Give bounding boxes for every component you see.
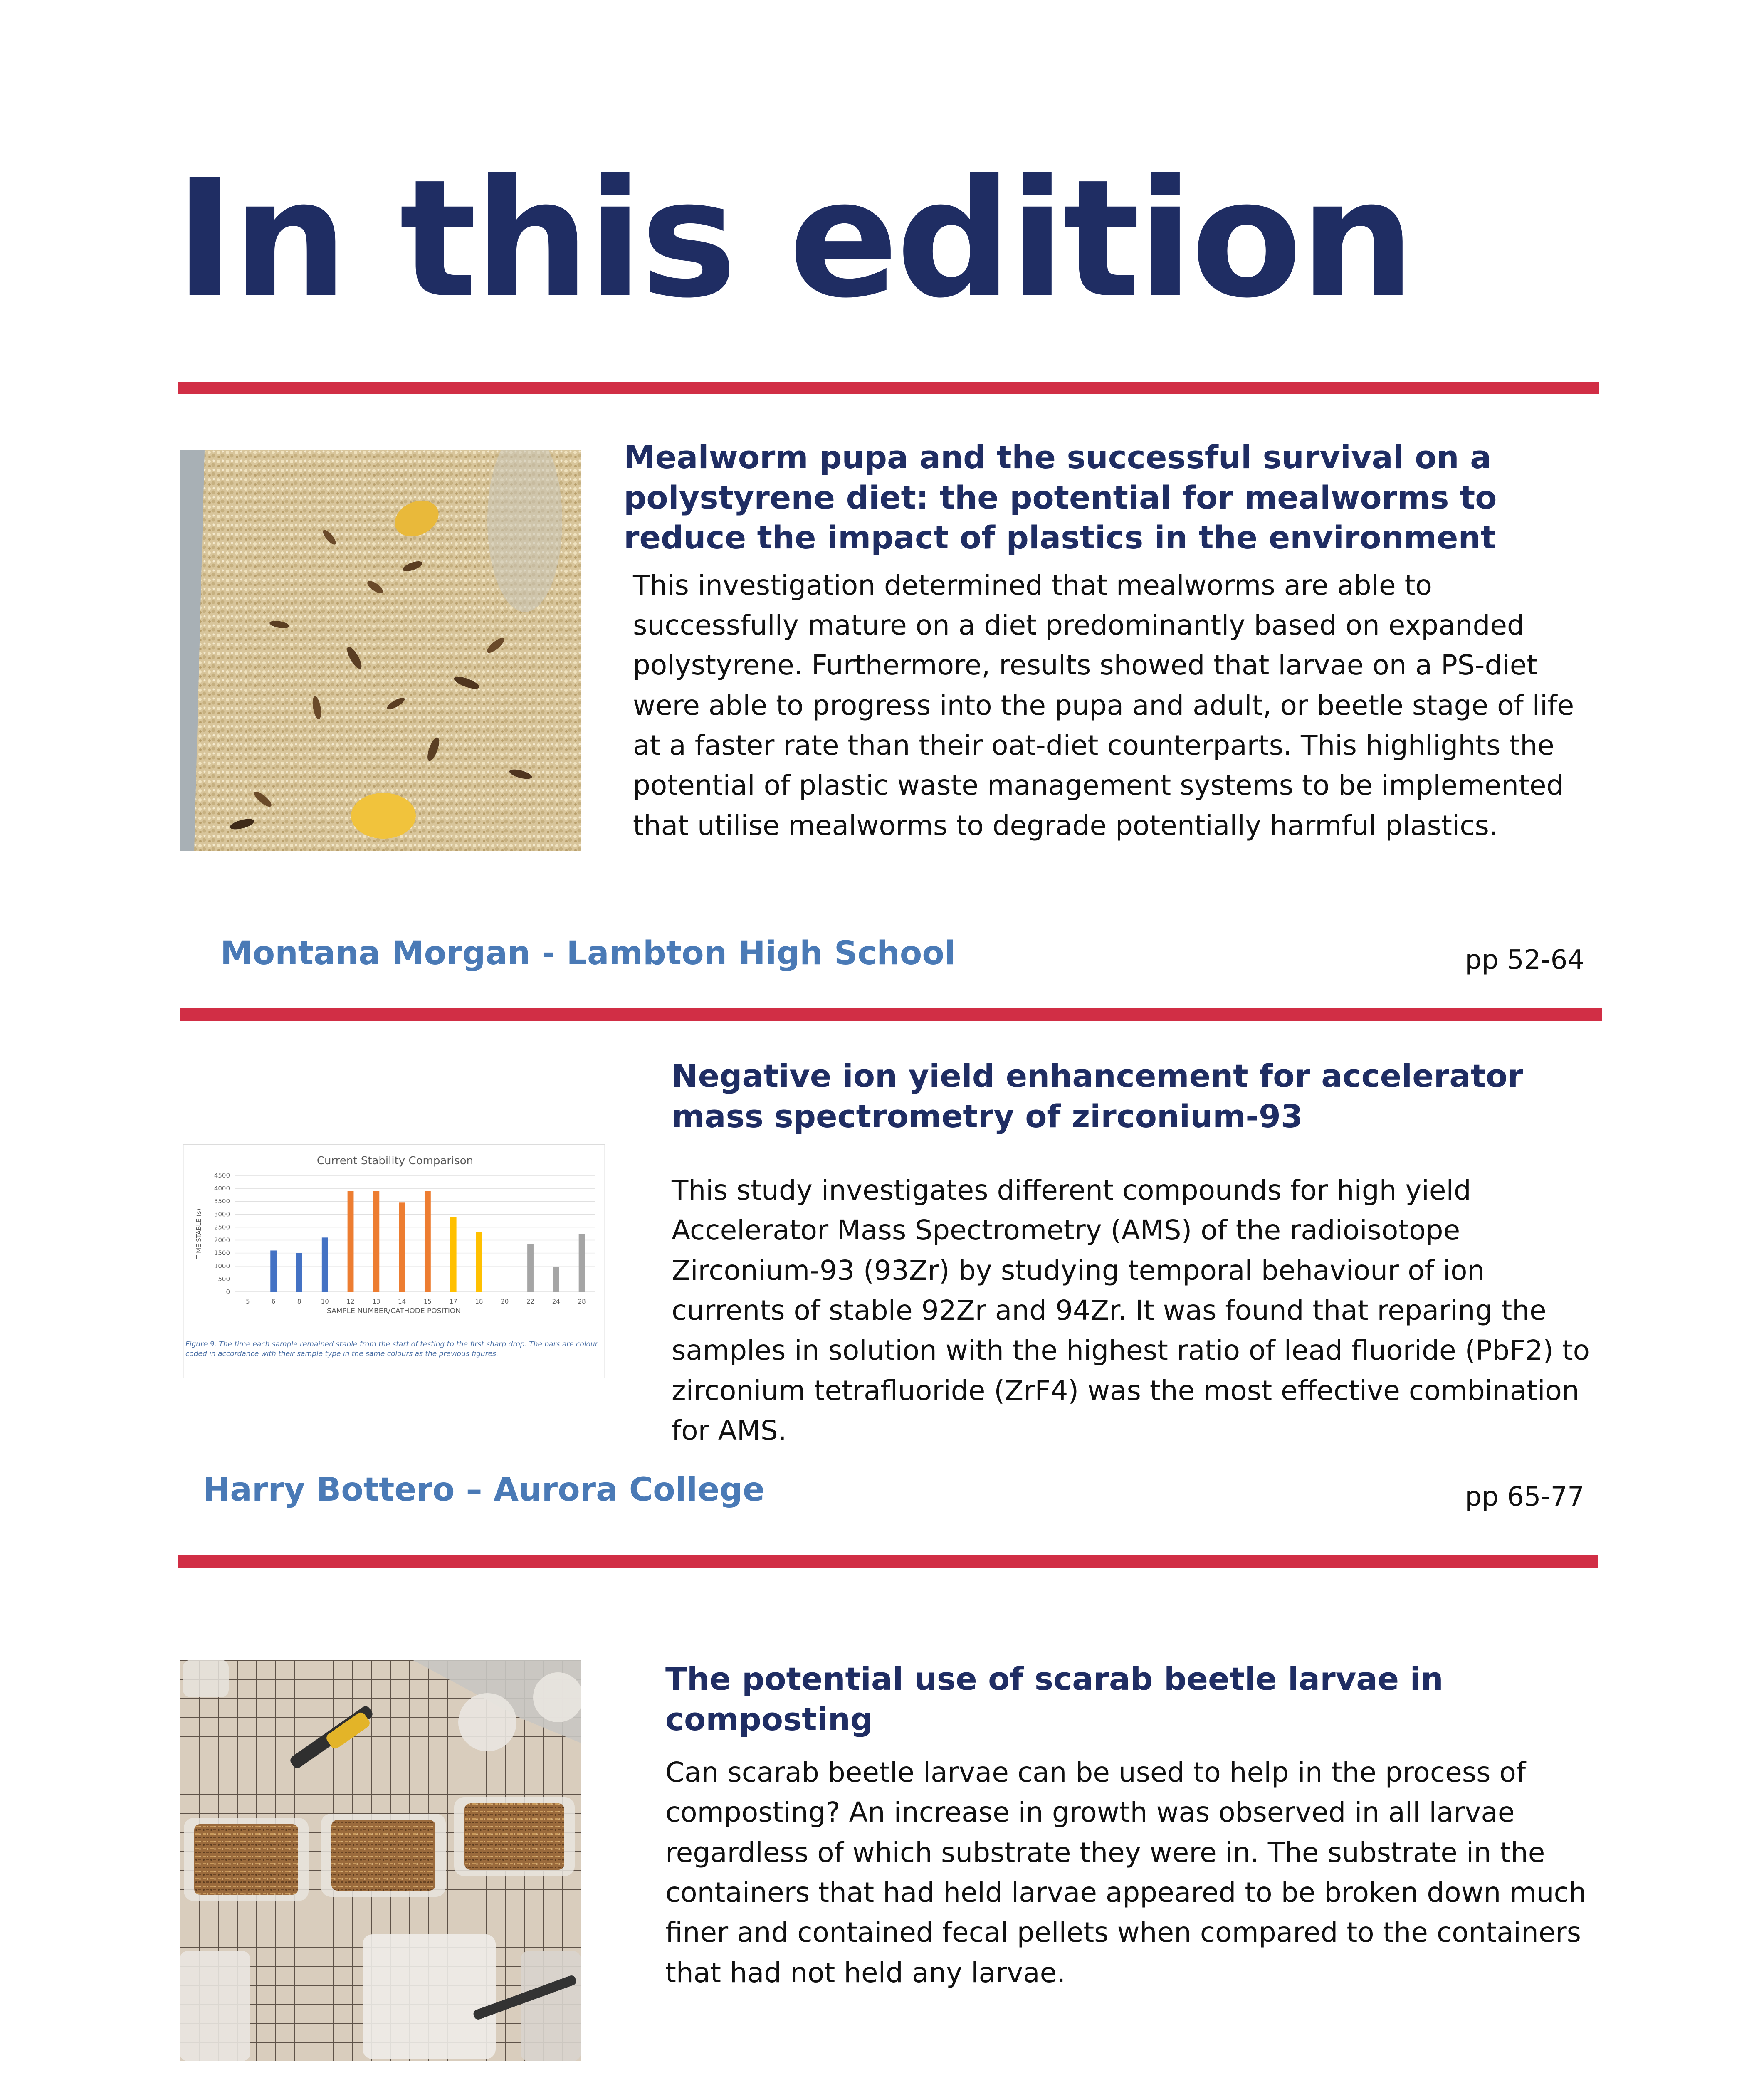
chart-bar-22: [527, 1244, 534, 1292]
chart-x-tick-label: 12: [346, 1298, 355, 1305]
article-1-pages: pp 52-64: [1465, 945, 1584, 975]
article-1-author: Montana Morgan - Lambton High School: [220, 935, 956, 972]
chart-caption: Figure 9. The time each sample remained stable from the start of testing to the first sharp drop. The bars are colour coded in accordance with their sample type in the same colours as the previous figures.: [185, 1340, 598, 1358]
chart-x-label: SAMPLE NUMBER/CATHODE POSITION: [327, 1307, 461, 1315]
chart-y-tick-label: 3000: [214, 1210, 230, 1218]
chart-bar-6: [270, 1250, 277, 1292]
chart-bar-18: [476, 1232, 482, 1292]
chart-x-tick-label: 18: [475, 1298, 483, 1305]
article-1-title: Mealworm pupa and the successful survival on a polystyrene diet: the potential for mealworms to reduce the impact of plastics in the environment: [624, 439, 1497, 556]
article-2-pages: pp 65-77: [1465, 1481, 1584, 1512]
chart-y-tick-label: 500: [218, 1275, 230, 1283]
mealworm-photo: [180, 450, 581, 851]
chart-x-tick-label: 14: [398, 1298, 406, 1305]
article-3-title: The potential use of scarab beetle larvae in composting: [665, 1660, 1443, 1738]
chart-y-tick-label: 1000: [214, 1262, 230, 1270]
chart-y-tick-label: 2000: [214, 1236, 230, 1244]
chart-caption-container: [185, 1340, 601, 1377]
chart-x-tick-label: 22: [526, 1298, 535, 1305]
chart-x-tick-label: 28: [578, 1298, 586, 1305]
article-3-summary: Can scarab beetle larvae can be used to help in the process of composting? An increase in growth was observed in all larvae regardless of which substrate they were in. The substrate in the containers that had held larvae appeared to be broken down much finer and contained fecal pellets when compared to the containers that had not held any larvae.: [665, 1756, 1586, 1989]
chart-bar-24: [553, 1267, 559, 1292]
chart-x-tick-label: 20: [501, 1298, 509, 1305]
article-2-chart: [183, 1144, 605, 1378]
article-2-text: [672, 1056, 1591, 1451]
chart-title: Current Stability Comparison: [316, 1155, 474, 1167]
chart-x-tick-label: 24: [552, 1298, 560, 1305]
chart-x-tick-label: 6: [271, 1298, 276, 1305]
chart-bar-10: [322, 1237, 328, 1292]
chart-y-tick-label: 3500: [214, 1198, 230, 1205]
article-1-summary: This investigation determined that mealworms are able to successfully mature on a diet predominantly based on expanded polystyrene. Furthermore, results showed that larvae on a PS-diet were able to progress into the pupa and adult, or beetle stage of life at a faster rate than their oat-diet counterparts. This highlights the potential of plastic waste management systems to be implemented that utilise mealworms to degrade potentially harmful plastics.: [633, 569, 1574, 842]
chart-y-tick-label: 1500: [214, 1249, 230, 1257]
article-2-title: Negative ion yield enhancement for accelerator mass spectrometry of zirconium-93: [672, 1057, 1523, 1135]
chart-y-label: TIME STABLE (s): [195, 1208, 203, 1259]
chart-y-tick-label: 4500: [214, 1172, 230, 1179]
chart-y-tick-label: 4000: [214, 1185, 230, 1193]
chart-bar-14: [399, 1202, 405, 1292]
chart-bar-13: [373, 1191, 379, 1292]
article-2-author: Harry Bottero – Aurora College: [203, 1471, 765, 1509]
article-3-text: [665, 1659, 1593, 1993]
chart-x-tick-label: 8: [297, 1298, 301, 1305]
scarab-beetle-photo: [180, 1660, 581, 2061]
article-1-photo: [180, 450, 581, 851]
chart-x-tick-label: 10: [321, 1298, 329, 1305]
article-1-text: [624, 437, 1580, 846]
article-2-divider: [178, 1555, 1598, 1568]
chart-x-tick-label: 5: [246, 1298, 250, 1305]
article-1-divider: [180, 1008, 1602, 1021]
chart-bar-28: [579, 1234, 585, 1292]
page-title: In this edition: [175, 145, 1413, 333]
chart-y-tick-label: 2500: [214, 1223, 230, 1231]
article-3-photo: [180, 1660, 581, 2061]
chart-bar-12: [348, 1191, 354, 1292]
current-stability-chart: [183, 1144, 605, 1378]
chart-y-tick-label: 0: [226, 1288, 230, 1296]
title-divider: [178, 382, 1599, 394]
chart-bar-8: [296, 1253, 302, 1292]
chart-bar-15: [425, 1191, 431, 1292]
article-2-summary: This study investigates different compounds for high yield Accelerator Mass Spectrometry (AMS) of the radioisotope Zirconium-93 (93Zr) by studying temporal behaviour of ion currents of stable 92Zr and 94Zr. It was found that reparing the samples in solution with the highest ratio of lead fluoride (PbF2) to zirconium tetrafluoride (ZrF4) was the most effective combination for AMS.: [672, 1174, 1590, 1447]
chart-x-tick-label: 17: [449, 1298, 457, 1305]
chart-bar-17: [450, 1217, 457, 1292]
chart-x-tick-label: 15: [423, 1298, 432, 1305]
chart-x-tick-label: 13: [372, 1298, 380, 1305]
